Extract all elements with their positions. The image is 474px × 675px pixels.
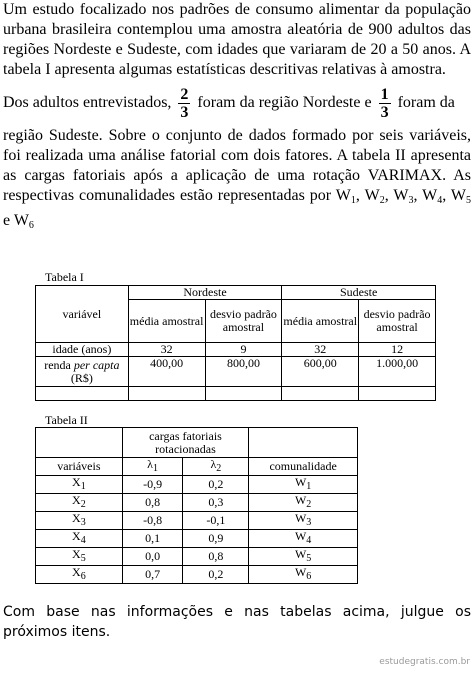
table1-caption: Tabela I <box>45 270 84 284</box>
table-row <box>36 357 436 387</box>
w6: $W_6$ <box>13 212 34 231</box>
fraction-denominator: 3 <box>380 104 389 121</box>
header-media-sudeste: média amostral <box>282 300 359 343</box>
cell: 600,00 <box>282 357 359 387</box>
fraction-line-pre: Dos adultos entrevistados, <box>3 94 172 112</box>
fraction-one-third <box>379 86 391 121</box>
row-label-idade: idade (anos) <box>36 343 129 357</box>
header-lambda2: $\lambda_2$ <box>183 458 249 476</box>
closing-paragraph: Com base nas informações e nas tabelas acima, julgue os próximos itens. <box>3 604 471 640</box>
table2-caption: Tabela II <box>45 413 88 427</box>
header-lambda1: $\lambda_1$ <box>122 458 183 476</box>
lambda1-cell: -0,9 <box>122 476 183 494</box>
cell: 32 <box>282 343 359 357</box>
variable-cell: $X_4$ <box>36 530 123 548</box>
lambda1-cell: 0,8 <box>122 494 183 512</box>
header-cargas: cargas fatoriais rotacionadas <box>122 428 249 458</box>
lambda2-cell: 0,2 <box>183 476 249 494</box>
lambda1-cell: 0,0 <box>122 548 183 566</box>
header-desvio-nordeste: desvio padrão amostral <box>205 300 282 343</box>
cell: 12 <box>359 343 436 357</box>
table-row <box>36 566 358 584</box>
lambda2-cell: 0,8 <box>183 548 249 566</box>
lambda1-cell: -0,8 <box>122 512 183 530</box>
communality-cell: $W_3$ <box>249 512 358 530</box>
analysis-text: região Sudeste. Sobre o conjunto de dados formado por seis variáveis, foi realizada uma análise fatorial com dois fatores. A tabela II apresenta as cargas fatoriais após a aplicação de uma rotação VARIMAX. As respectivas comunalidades estão representadas por <box>3 127 471 204</box>
header-nordeste: Nordeste <box>128 286 282 300</box>
communality-cell: $W_6$ <box>249 566 358 584</box>
table-row-empty <box>36 387 436 401</box>
fraction-two-thirds <box>178 86 190 121</box>
communality-cell: $W_4$ <box>249 530 358 548</box>
fraction-denominator: 3 <box>180 104 189 121</box>
watermark: estudegratis.com.br <box>379 657 470 667</box>
table-row <box>36 530 358 548</box>
header-variavel: variável <box>36 286 129 343</box>
cell: 1.000,00 <box>359 357 436 387</box>
lambda2-cell: 0,2 <box>183 566 249 584</box>
table2-body <box>36 476 358 584</box>
row-label-renda: renda per capta (R$) <box>36 357 129 387</box>
header-variaveis: variáveis <box>36 458 123 476</box>
header-sudeste: Sudeste <box>282 286 436 300</box>
variable-cell: $X_3$ <box>36 512 123 530</box>
fraction-line-mid: foram da região Nordeste e <box>197 94 372 112</box>
communality-cell: $W_5$ <box>249 548 358 566</box>
analysis-paragraph: região Sudeste. Sobre o conjunto de dados formado por seis variáveis, foi realizada uma análise fatorial com dois fatores. A tabela II apresenta as cargas fatoriais após a aplicação de uma rotação VARIMAX. As respectivas comunalidades estão representadas por $W_1$, $W_2$, $W_3$, $W_4$, $W_5$ e $W_6$ <box>3 127 472 231</box>
communality-cell: $W_1$ <box>249 476 358 494</box>
table2 <box>35 427 358 584</box>
table-row <box>36 494 358 512</box>
header-comunalidade: comunalidade <box>249 458 358 476</box>
w5: $W_5$ <box>450 187 472 206</box>
cell: 9 <box>205 343 282 357</box>
cell: 800,00 <box>205 357 282 387</box>
w2: $W_2$ <box>364 187 385 206</box>
intro-paragraph: Um estudo focalizado nos padrões de consumo alimentar da população urbana brasileira contemplou uma amostra aleatória de 900 adultos das regiões Nordeste e Sudeste, com idades que variaram de 20 a 50 anos. A tabela I apresenta algumas estatísticas descritivas relativas à amostra. <box>3 1 471 78</box>
fraction-line-post: foram da <box>397 94 455 112</box>
variable-cell: $X_6$ <box>36 566 123 584</box>
header-media-nordeste: média amostral <box>128 300 205 343</box>
w3: $W_3$ <box>393 187 414 206</box>
fraction-numerator: 1 <box>380 86 389 103</box>
lambda1-cell: 0,1 <box>122 530 183 548</box>
header-empty <box>36 428 123 458</box>
variable-cell: $X_2$ <box>36 494 123 512</box>
table1 <box>35 285 436 401</box>
communality-cell: $W_2$ <box>249 494 358 512</box>
cell: 32 <box>128 343 205 357</box>
fraction-line <box>3 86 471 121</box>
table-row <box>36 512 358 530</box>
table-row <box>36 548 358 566</box>
variable-cell: $X_1$ <box>36 476 123 494</box>
w1: $W_1$ <box>335 187 356 206</box>
header-empty <box>249 428 358 458</box>
lambda1-cell: 0,7 <box>122 566 183 584</box>
fraction-numerator: 2 <box>180 86 189 103</box>
cell: 400,00 <box>128 357 205 387</box>
lambda2-cell: 0,3 <box>183 494 249 512</box>
table-row <box>36 476 358 494</box>
header-desvio-sudeste: desvio padrão amostral <box>359 300 436 343</box>
lambda2-cell: -0,1 <box>183 512 249 530</box>
lambda2-cell: 0,9 <box>183 530 249 548</box>
w4: $W_4$ <box>422 187 443 206</box>
table-row <box>36 343 436 357</box>
variable-cell: $X_5$ <box>36 548 123 566</box>
